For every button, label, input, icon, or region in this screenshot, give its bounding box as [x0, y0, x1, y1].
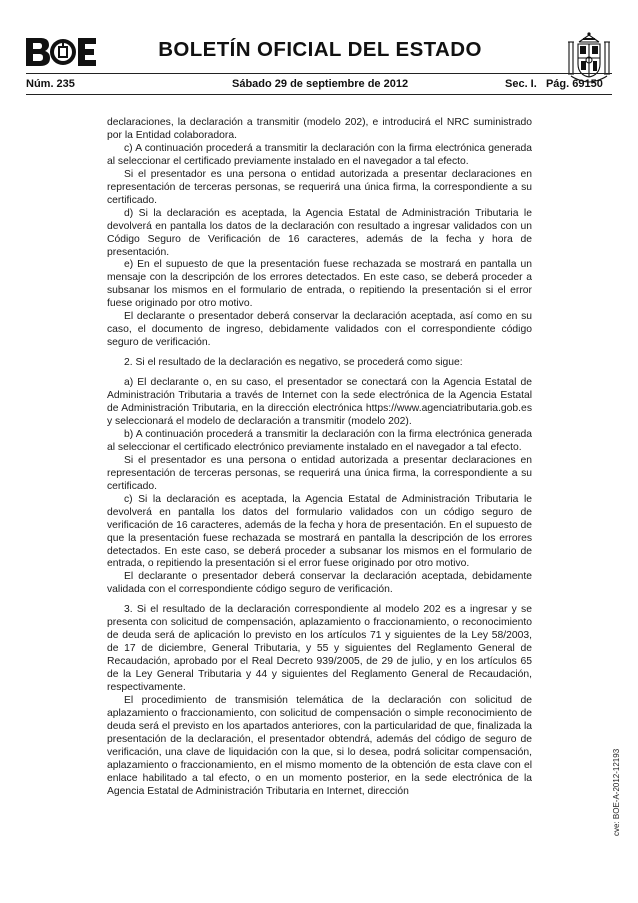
coat-of-arms-icon [565, 30, 613, 84]
paragraph: El procedimiento de transmisión telemática de la declaración con solicitud de aplazamiento o fraccionamiento, con solicitud de compensación o simple reconocimiento de deuda será el previsto en los apartados anteriores, con la particularidad de que, finalizada la presentación de la declaración, el presentador obtendrá, además del código de seguro de verificación, una clave de liquidación con la que, si lo desea, podrá solicitar compensación, aplazamiento o fraccionamiento, en el mismo momento de la obtención de esta clave con el enlace habilitado a tal efecto, o en un momento posterior, en la sede electrónica de la Agencia Estatal de Administración Tributaria en Internet, dirección [107, 694, 532, 797]
paragraph: declaraciones, la declaración a transmitir (modelo 202), e introducirá el NRC suministrado por la Entidad colaboradora. [107, 117, 532, 141]
paragraph: Si el presentador es una persona o entidad autorizada a presentar declaraciones en representación de terceras personas, se requerirá una única firma, la correspondiente a su certificado. [107, 168, 532, 206]
section-page: Sec. I. Pág. 69150 [505, 78, 603, 90]
paragraph: c) Si la declaración es aceptada, la Agencia Estatal de Administración Tributaria le devolverá en pantalla los datos del formulario validados con un código seguro de verificación de 16 caracteres, además de la fecha y hora de presentación. En el supuesto de que la presentación fuese rechazada se mostrará en pantalla la descripción de los errores detectados. En este caso, se deberá proceder a subsanar los mismos en el formulario de entrada, o repitiendo la presentación si el error fuese originado por otro motivo. [107, 493, 532, 570]
paragraph: b) A continuación procederá a transmitir la declaración con la firma electrónica generada al seleccionar el certificado electrónico previamente instalado en el navegador a tal efecto. [107, 428, 532, 453]
boe-logo [26, 38, 96, 66]
paragraph: d) Si la declaración es aceptada, la Agencia Estatal de Administración Tributaria le devolverá en pantalla los datos de la declaración con resultado a ingresar validados con un Código Seguro de Verificación de 16 caracteres, además de la fecha y hora de presentación. [107, 207, 532, 258]
header-rule-top [26, 73, 612, 74]
page-header [0, 0, 638, 110]
document-body [107, 117, 532, 799]
paragraph: e) En el supuesto de que la presentación fuese rechazada se mostrará en pantalla un mensaje con la descripción de los errores detectados. En este caso, se deberá proceder a subsanar los mismos en el formulario de entrada, o repitiendo la presentación si el error fuese originado por otro motivo. [107, 259, 532, 310]
paragraph: c) A continuación procederá a transmitir la declaración con la firma electrónica generada al seleccionar el certificado previamente instalado en el navegador a tal efecto. [107, 142, 532, 167]
paragraph: 3. Si el resultado de la declaración correspondiente al modelo 202 es a ingresar y se presenta con solicitud de compensación, aplazamiento o fraccionamiento, o reconocimiento de deuda será de aplicación lo previsto en los artículos 71 y siguientes de la Ley 58/2003, de 17 de diciembre, General Tributaria, y 55 y siguientes del Reglamento General de Recaudación, aprobado por el Real Decreto 939/2005, de 29 de julio, y en los artículos 65 de la Ley General Tributaria y 44 y siguientes del Reglamento General de Recaudación, respectivamente. [107, 604, 532, 694]
paragraph: El declarante o presentador deberá conservar la declaración aceptada, debidamente validada con el correspondiente código seguro de verificación. [107, 571, 532, 596]
cve-code: cve: BOE-A-2012-12193 [612, 748, 621, 836]
paragraph: Si el presentador es una persona o entidad autorizada a presentar declaraciones en representación de terceras personas, se requerirá una única firma, la correspondiente a su certificado. [107, 454, 532, 492]
issue-number: Núm. 235 [26, 78, 75, 90]
header-rule-bottom [26, 94, 612, 95]
paragraph: 2. Si el resultado de la declaración es negativo, se procederá como sigue: [124, 357, 463, 369]
issue-date: Sábado 29 de septiembre de 2012 [232, 78, 409, 90]
paragraph: a) El declarante o, en su caso, el presentador se conectará con la Agencia Estatal de Administración Tributaria a través de Internet con la sede electrónica de la Agencia Estatal de Administración Tributaria, en la dirección electrónica https://www.agenciatributaria.gob.es y seleccionará el modelo de declaración a transmitir (modelo 202). [107, 377, 532, 427]
paragraph: El declarante o presentador deberá conservar la declaración aceptada, así como en su caso, el documento de ingreso, debidamente validados con el correspondiente código seguro de verificación. [107, 311, 532, 349]
page-title: BOLETÍN OFICIAL DEL ESTADO [158, 38, 482, 61]
